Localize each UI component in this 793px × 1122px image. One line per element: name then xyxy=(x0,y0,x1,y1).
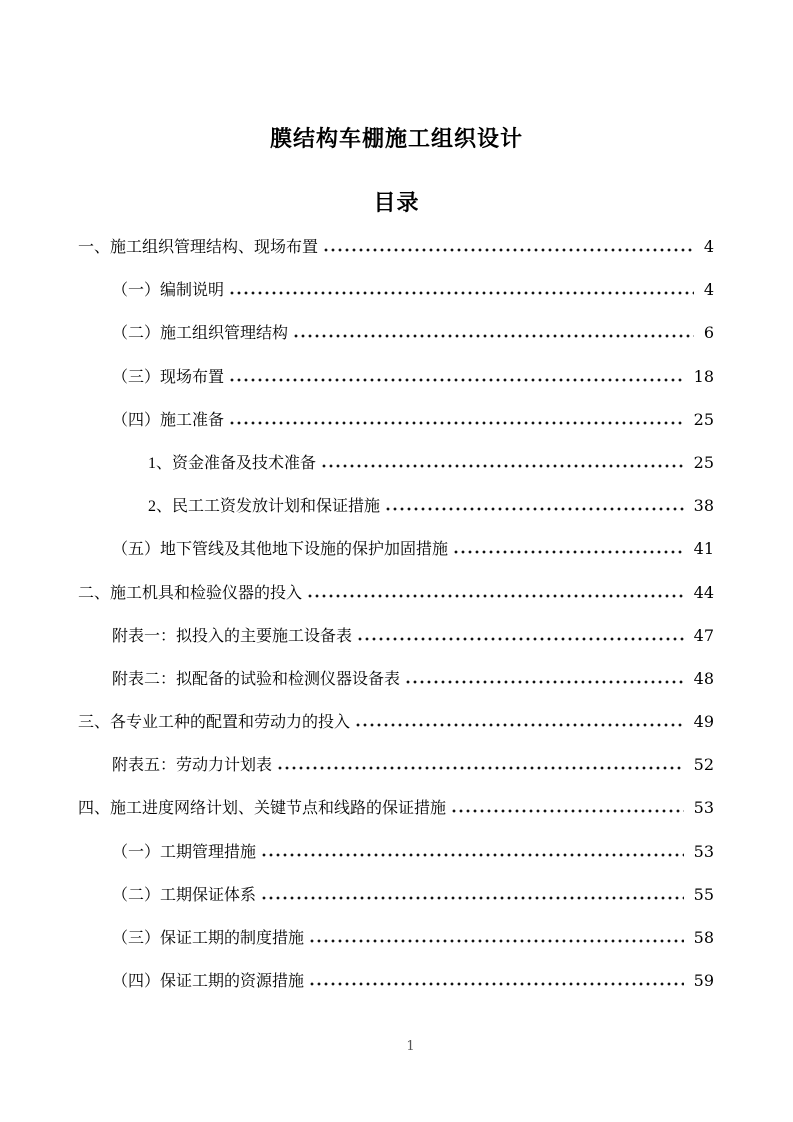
toc-entry-page: 18 xyxy=(693,366,714,386)
toc-entry[interactable] xyxy=(78,441,714,484)
toc-entry-label: 附表二：拟配备的试验和检测仪器设备表 xyxy=(112,670,401,688)
toc-entry-page: 4 xyxy=(703,280,714,300)
toc-entry-page: 41 xyxy=(693,539,714,559)
toc-entry-page: 4 xyxy=(703,237,714,256)
toc-entry-page: 53 xyxy=(693,841,714,861)
toc-entry-page: 25 xyxy=(693,409,714,429)
dot-leader-icon xyxy=(324,240,694,252)
toc-entry[interactable] xyxy=(78,527,714,570)
toc-entry-label: （五）地下管线及其他地下设施的保护加固措施 xyxy=(112,541,449,559)
toc-entry-label: （一）工期管理措施 xyxy=(112,843,257,861)
toc-entry-label: （四）施工准备 xyxy=(112,411,225,429)
toc-entry[interactable] xyxy=(78,571,714,614)
dot-leader-icon xyxy=(230,370,684,382)
toc-entry-page: 6 xyxy=(703,323,714,343)
document-title: 膜结构车棚施工组织设计 xyxy=(269,126,523,151)
toc-entry-label: 附表五：劳动力计划表 xyxy=(112,757,273,775)
dot-leader-icon xyxy=(406,672,684,684)
toc-entry-page: 55 xyxy=(693,884,714,904)
dot-leader-icon xyxy=(386,499,684,511)
toc-entry[interactable] xyxy=(78,484,714,527)
dot-leader-icon xyxy=(452,801,684,813)
toc-entry[interactable] xyxy=(78,657,714,700)
toc-entry-label: （四）保证工期的资源措施 xyxy=(112,973,305,991)
toc-entry[interactable] xyxy=(78,959,714,1002)
toc-entry[interactable] xyxy=(78,916,714,959)
toc-entry[interactable] xyxy=(78,268,714,311)
dot-leader-icon xyxy=(358,629,684,641)
toc-entry[interactable] xyxy=(78,786,714,829)
toc-entry[interactable] xyxy=(78,830,714,873)
dot-leader-icon xyxy=(310,931,684,943)
dot-leader-icon xyxy=(262,888,684,900)
toc-entry-label: 2、民工工资发放计划和保证措施 xyxy=(148,498,381,516)
dot-leader-icon xyxy=(230,413,684,425)
toc-entry[interactable] xyxy=(78,398,714,441)
table-of-contents xyxy=(78,225,714,1002)
toc-entry-page: 59 xyxy=(693,971,714,991)
dot-leader-icon xyxy=(454,542,684,554)
toc-entry[interactable] xyxy=(78,311,714,354)
toc-entry-page: 58 xyxy=(693,928,714,947)
dot-leader-icon xyxy=(308,586,684,598)
toc-entry-page: 44 xyxy=(693,582,714,602)
toc-entry-page: 53 xyxy=(693,798,714,818)
toc-entry-label: 三、各专业工种的配置和劳动力的投入 xyxy=(78,714,351,732)
toc-entry-page: 52 xyxy=(693,755,714,775)
toc-heading: 目录 xyxy=(373,190,420,215)
page-number: 1 xyxy=(406,1039,415,1054)
toc-entry-label: （三）现场布置 xyxy=(112,368,225,386)
toc-entry-label: （二）施工组织管理结构 xyxy=(112,325,289,343)
toc-entry[interactable] xyxy=(78,225,714,268)
toc-entry[interactable] xyxy=(78,873,714,916)
toc-entry-label: 二、施工机具和检验仪器的投入 xyxy=(78,584,303,602)
toc-entry-label: 一、施工组织管理结构、现场布置 xyxy=(78,239,319,256)
toc-entry[interactable] xyxy=(78,743,714,786)
toc-entry-label: 四、施工进度网络计划、关键节点和线路的保证措施 xyxy=(78,800,447,818)
dot-leader-icon xyxy=(310,974,684,986)
toc-entry[interactable] xyxy=(78,700,714,743)
toc-entry-label: 1、资金准备及技术准备 xyxy=(148,454,317,472)
toc-entry-page: 25 xyxy=(693,452,714,472)
toc-entry-page: 49 xyxy=(693,712,714,732)
toc-entry-page: 38 xyxy=(693,496,714,516)
toc-entry-label: （三）保证工期的制度措施 xyxy=(112,930,305,947)
dot-leader-icon xyxy=(294,326,694,338)
dot-leader-icon xyxy=(230,283,694,295)
dot-leader-icon xyxy=(356,715,684,727)
dot-leader-icon xyxy=(278,758,684,770)
toc-entry-page: 48 xyxy=(693,668,714,688)
dot-leader-icon xyxy=(322,456,684,468)
toc-entry[interactable] xyxy=(78,614,714,657)
toc-entry-label: （二）工期保证体系 xyxy=(112,886,257,904)
toc-entry[interactable] xyxy=(78,355,714,398)
toc-entry-label: 附表一：拟投入的主要施工设备表 xyxy=(112,627,353,645)
toc-entry-label: （一）编制说明 xyxy=(112,282,225,300)
toc-entry-page: 47 xyxy=(693,625,714,645)
dot-leader-icon xyxy=(262,845,684,857)
